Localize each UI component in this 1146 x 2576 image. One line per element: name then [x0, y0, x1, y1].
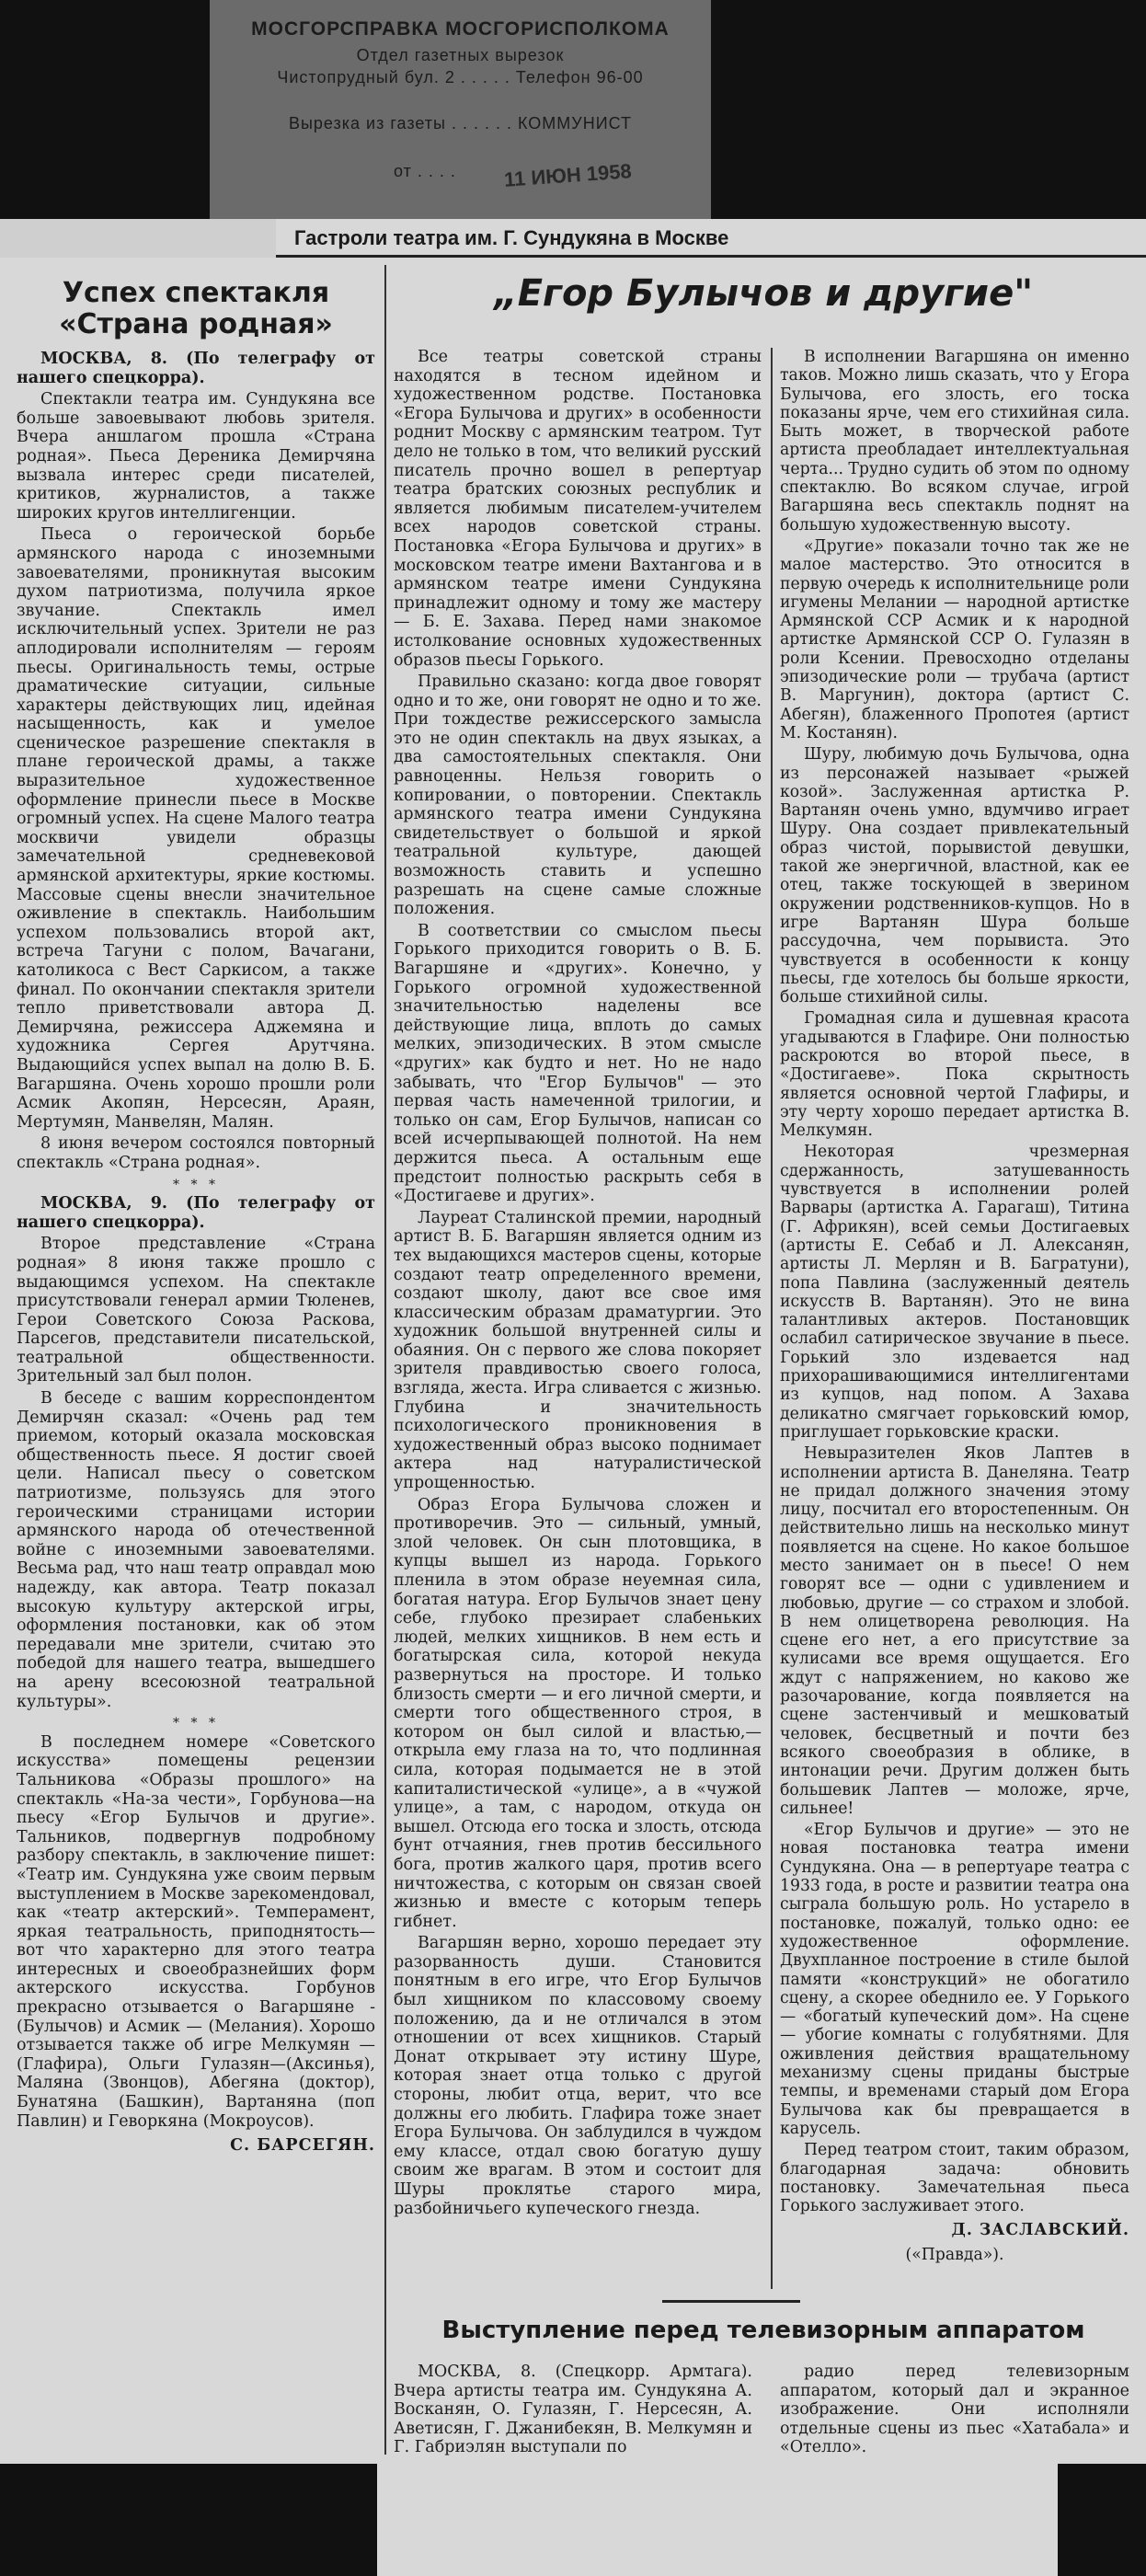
- source-note: («Правда»).: [905, 2245, 1004, 2264]
- paragraph: Правильно сказано: когда двое говорят одно и то же, они говорят не одно и то же. При тождестве режиссерского замысла это не один спектакль на двух языках, а два самостоятельных спектакля. Они равноценны. Нельзя говорить о копировании, о повторении. Спектакль армянского театра имени Сундукяна свидетельствует о большой и яркой театральной культуре, дающей возможность ставить и успешно разрешать на сцене самые сложные положения.: [394, 673, 762, 919]
- paragraph: Все театры советской страны находятся в тесном идейном и художественном родстве. Постановка «Егора Булычова и других» в особенности роднит Москву с армянским театром. Тут дело не только в том, что великий русский писатель прочно вошел в репертуар театра братских союзных республик и является любимым писателем-учителем всех народов советской страны. Постановка «Егора Булычова и других» в московском театре имени Вахтангова и в армянском театре имени Сундукяна принадлежит одному и тому же мастеру — Б. Е. Захава. Перед нами знакомое истолкование основных художественных образов пьесы Горького.: [394, 348, 762, 670]
- header-band: [0, 219, 1146, 258]
- paragraph: Образ Егора Булычова сложен и противоречив. Это — сильный, умный, злой человек. Он сын плотовщика, в купцы вышел из народа. Горького пленила в этом образе неуемная сила, богатая натура. Егор Булычов знает цену себе, глубоко презирает слабеньких людей, мелких хищников. В нем есть и богатырская сила, которой некуда развернуться на просторе. И только близость смерти — и его личной смерти, и смерти того общественного строя, в котором он был силой и властью,— открыла ему глаза на то, что подлинная сила, которая подымается не в этой капиталистической «улице», а в «чужой улице», а там, с народом, откуда он вышел. Отсюда его тоска и злость, отсюда бунт отчаяния, гнев против бессильного бога, против жалкого царя, против всего ничтожества, с которым он связан своей жизнью и вместе с которым теперь гибнет.: [394, 1495, 762, 1931]
- paragraph: «Другие» показали точно так же не малое мастерство. Это относится в первую очередь к исполнительнице роли игумены Мелании — народной артистке Армянской ССР Асмик и к народной артистке Армянской ССР О. Гулазян в роли Ксении. Превосходно отделаны эпизодические роли — трубача (артист В. Маргунин), доктора (артист С. Абегян), блаженного Пропотея (артист М. Костанян).: [780, 536, 1129, 742]
- paragraph: 8 июня вечером состоялся повторный спектакль «Страна родная».: [17, 1134, 375, 1172]
- stamp-from: от . . . .: [394, 162, 456, 180]
- header-band-title: Гастроли театра им. Г. Сундукяна в Москве: [294, 226, 729, 249]
- main-article-column-1: [394, 348, 762, 2221]
- paragraph: Лауреат Сталинской премии, народный артист В. Б. Вагаршян является одним из тех выдающихся мастеров сцены, которые создают театр определенного времени, создают школу, дают все свое имя классическим образам драматургии. Это художник большой внутренней силы и обаяния. Он с первого же слова покоряет зрителя правдивостью своего голоса, взгляда, жеста. Игра сливается с жизнью. Глубина и значительность психологического проникновения в художественный образ высоко поднимает актера над натуралистической упрощенностью.: [394, 1208, 762, 1493]
- stamp-agency: МОСГОРСПРАВКА МОСГОРИСПОЛКОМА: [251, 18, 670, 40]
- newspaper-clipping: [0, 219, 1146, 2576]
- section-divider: [662, 2300, 800, 2303]
- column-rule: [384, 265, 386, 2455]
- stamp-date: 11 ИЮН 1958: [503, 159, 633, 191]
- paragraph: Громадная сила и душевная красота угадываются в Глафире. Они полностью раскроются во второй пьесе, в «Достигаеве». Пока скрытность является основной чертой Глафиры, и эту черту хорошо передает артистка В. Мелкумян.: [780, 1009, 1129, 1141]
- paragraph: радио перед телевизорным аппаратом, который дал и экранное изображение. Они исполняли отдельные сцены из пьес «Хатабала» и «Отелло».: [780, 2363, 1129, 2457]
- left-article-title: Успех спектакля «Страна родная»: [59, 277, 333, 340]
- author-signature: Д. ЗАСЛАВСКИЙ.: [951, 2221, 1129, 2240]
- stamp-newspaper: Вырезка из газеты . . . . . . КОММУНИСТ: [288, 114, 633, 132]
- clipping-stamp: [210, 0, 711, 219]
- paragraph: «Егор Булычов и другие» — это не новая постановка театра имени Сундукяна. Она — в репертуаре театра с 1933 года, в росте и развитии театра она сыграла большую роль. Но устарело в постановке, пожалуй, только одно: ее художественное оформление. Двухпланное построение в стиле былой памяти «конструкций» не обогатило сцену, а скорее обеднило ее. У Горького — «богатый купеческий дом». На сцене — убогие комнаты с голубятнями. Для оживления действия вращательному механизму сцены приданы быстрые темпы, и временами старый дом Егора Булычова как бы превращается в карусель.: [780, 1821, 1129, 2138]
- main-article-column-2: [780, 348, 1129, 2264]
- paragraph: Пьеса о героической борьбе армянского народа с иноземными завоевателями, проникнутая высоким духом патриотизма, получила яркое звучание. Спектакль имел исключительный успех. Зрители не раз аплодировали исполнителям — героям пьесы. Оригинальность темы, острые драматические ситуации, сильные характеры действующих лиц, идейная насыщенность, как и умелое сценическое разрешение спектакля в плане героической драмы, а также выразительное художественное оформление принесли пьесе в Москве огромный успех. На сцене Малого театра москвичи увидели образцы замечательной средневековой армянской архитектуры, яркие костюмы. Массовые сцены внесли значительное оживление в спектакль. Наибольшим успехом пользовались второй акт, встреча Тагуни с полом, Вачагани, католикоса с Вест Саркисом, а также финал. По окончании спектакля зрители тепло приветствовали автора Д. Демирчяна, режиссера Аджемяна и художника Сергея Арутчяна. Выдающийся успех выпал на долю В. Б. Вагаршяна. Очень хорошо прошли роли Асмик Акопян, Нерсесян, Араян, Мертумян, Манвелян, Малян.: [17, 525, 375, 1132]
- author-signature: С. БАРСЕГЯН.: [230, 2136, 375, 2156]
- stamp-department: Отдел газетных вырезок: [356, 46, 565, 64]
- dateline: МОСКВА, 8. (По телеграфу от нашего спецкорра).: [17, 350, 375, 387]
- paragraph: В беседе с вашим корреспондентом Демирчян сказал: «Очень рад тем приемом, который оказала московская общественность пьесе. Я достиг своей цели. Написал пьесу о советском патриотизме, пользуясь для этого героическими страницами истории армянского народа об отечественной войне с иноземными завоевателями. Весьма рад, что наш театр оправдал мою надежду, как автора. Театр показал высокую культуру актерской игры, оформления постановки, как об этом передавали мне зрители, считаю это победой для нашего театра, вышедшего на арену всесоюзной театральной культуры».: [17, 1389, 375, 1711]
- dateline: МОСКВА, 9. (По телеграфу от нашего спецкорра).: [17, 1194, 375, 1232]
- torn-edge: [1058, 2464, 1146, 2576]
- separator-stars: * * *: [173, 1177, 219, 1192]
- column-rule: [771, 348, 773, 2289]
- paragraph: МОСКВА, 8. (Спецкорр. Армтага). Вчера артисты театра им. Сундукяна А. Восканян, О. Гулазян, Г. Нерсесян, А. Аветисян, Г. Джанибекян, В. Мелкумян и Г. Габриэлян выступали по: [394, 2363, 752, 2457]
- torn-edge: [0, 2464, 377, 2576]
- paragraph: Шуру, любимую дочь Булычова, одна из персонажей называет «рыжей козой». Заслуженная артистка Р. Вартанян очень умно, вдумчиво играет Шуру. Она создает привлекательный образ чистой, порывистой девушки, такой же энергичной, властной, как ее отец, также тоскующей в зверином окружении родственников-купцов. Но в игре Вартанян Шура больше рассудочна, чем порывиста. Это чувствуется в особенности к концу пьесы, где хотелось бы больше яркости, больше стихийной силы.: [780, 745, 1129, 1007]
- main-article-title: „Егор Булычов и другие": [493, 272, 1034, 315]
- bottom-article-title: Выступление перед телевизорным аппаратом: [441, 2317, 1085, 2344]
- paragraph: В соответствии со смыслом пьесы Горького приходится говорить о В. Б. Вагаршяне и «других». Конечно, у Горького огромной художественной значительностью наделены все действующие лица, вплоть до самых мелких, эпизодических. В этом смысле «других» как будто и нет. Но не надо забывать, что "Егор Булычов" — это первая часть намеченной трилогии, и только он сам, Егор Булычов, написан со всей исчерпывающей полнотой. На нем держится пьеса. А остальным еще предстоит полностью раскрыть себя в «Достигаеве и других».: [394, 921, 762, 1206]
- paragraph: Некоторая чрезмерная сдержанность, затушеванность чувствуется в исполнении ролей Варвары (артистка А. Гарагаш), Титина (Г. Африкян), всей семьи Достигаевых (артисты Е. Себаб и Л. Алексанян, артисты Л. Мерлян и В. Багратуни), попа Павлина (заслуженный деятель искусств В. Вартанян). Это не вина талантливых актеров. Постановщик ослабил сатирическое звучание в пьесе. Горький зло издевается над прихорашивающимися интеллигентами из купцов, над попом. А Захава деликатно смягчает горьковский юмор, приглушает горьковские краски.: [780, 1143, 1129, 1442]
- paragraph: Невыразителен Яков Лаптев в исполнении артиста В. Данеляна. Театр не придал должного значения этому лицу, посчитал его второстепенным. Он действительно лишь на несколько минут появляется на сцене. Но какое большое место занимает он в пьесе! О нем говорят все — одни с удивлением и любовью, другие — со страхом и злобой. В нем олицетворена революция. На сцене его нет, а его присутствие за кулисами все время ощущается. Его ждут с напряжением, но каково же разочарование, когда появляется на сцене застенчивый и мешковатый человек, бесцветный и почти без всякого своеобразия в облике, в интонации речи. Другим должен быть большевик Лаптев — моложе, ярче, сильнее!: [780, 1444, 1129, 1818]
- paragraph: Перед театром стоит, таким образом, благодарная задача: обновить постановку. Замечательная пьеса Горького заслуживает этого.: [780, 2141, 1129, 2216]
- bottom-article-column-1: [394, 2363, 752, 2460]
- paragraph: Вагаршян верно, хорошо передает эту разорванность души. Становится понятным в его игре, что Егор Булычов был хищником по классовому своему положению, да и не отличался в этом отношении от всех хищников. Старый Донат открывает эту истину Шуре, которая знает отца только с другой стороны, любит отца, верит, что все должны его любить. Глафира тоже знает Егора Булычова. Он заблудился в чуждом ему классе, отдал свою богатую душу своим же врагам. В этом и состоит для Шуры проклятье старого мира, разбойничьего купеческого гнезда.: [394, 1934, 762, 2218]
- left-article: [17, 278, 375, 2156]
- paragraph: Спектакли театра им. Сундукяна все больше завоевывают любовь зрителя. Вчера аншлагом прошла «Страна родная». Пьеса Дереника Демирчяна вызвала интерес среди писателей, критиков, журналистов, а также широких кругов интеллигенции.: [17, 390, 375, 523]
- separator-stars: * * *: [173, 1716, 219, 1731]
- header-band-left: [0, 219, 276, 258]
- paragraph: Второе представление «Страна родная» 8 июня также прошло с выдающимся успехом. На спектакле присутствовали генерал армии Тюленев, Герои Советского Союза Раскова, Парсегов, представители писательской, театральной общественности. Зрительный зал был полон.: [17, 1235, 375, 1386]
- paragraph: В исполнении Вагаршяна он именно таков. Можно лишь сказать, что у Егора Булычова, его злость, его тоска показаны ярче, чем его стихийная сила. Быть может, в творческой работе артиста преобладает интеллектуальная черта... Трудно судить об этом по одному спектаклю. Во всяком случае, игрой Вагаршяна весь спектакль поднят на большую художественную высоту.: [780, 348, 1130, 535]
- stamp-address: Чистопрудный бул. 2 . . . . . Телефон 96-00: [277, 68, 644, 86]
- bottom-article-column-2: [780, 2363, 1129, 2460]
- paragraph: В последнем номере «Советского искусства» помещены рецензии Тальникова «Образы прошлого» на спектакль «На-за чести», Горбунова—на пьесу «Егор Булычов и другие». Тальников, подвергнув подробному разбору спектакль, в заключение пишет: «Театр им. Сундукяна уже своим первым выступлением в Москве зарекомендовал, как «театр актерский». Темперамент, яркая театральность, приподнятость—вот что характерно для этого театра интересных и своеобразнейших форм актерского искусства. Горбунов прекрасно отзывается о Вагаршяне - (Булычов) и Асмик — (Мелания). Хорошо отзывается также об игре Мелкумян — (Глафира), Ольги Гулазян—(Аксинья), Маляна (Звонцов), Абегяна (доктор), Бунатяна (Башкин), Вартаняна (поп Павлин) и Геворкяна (Мокроусов).: [17, 1732, 375, 2131]
